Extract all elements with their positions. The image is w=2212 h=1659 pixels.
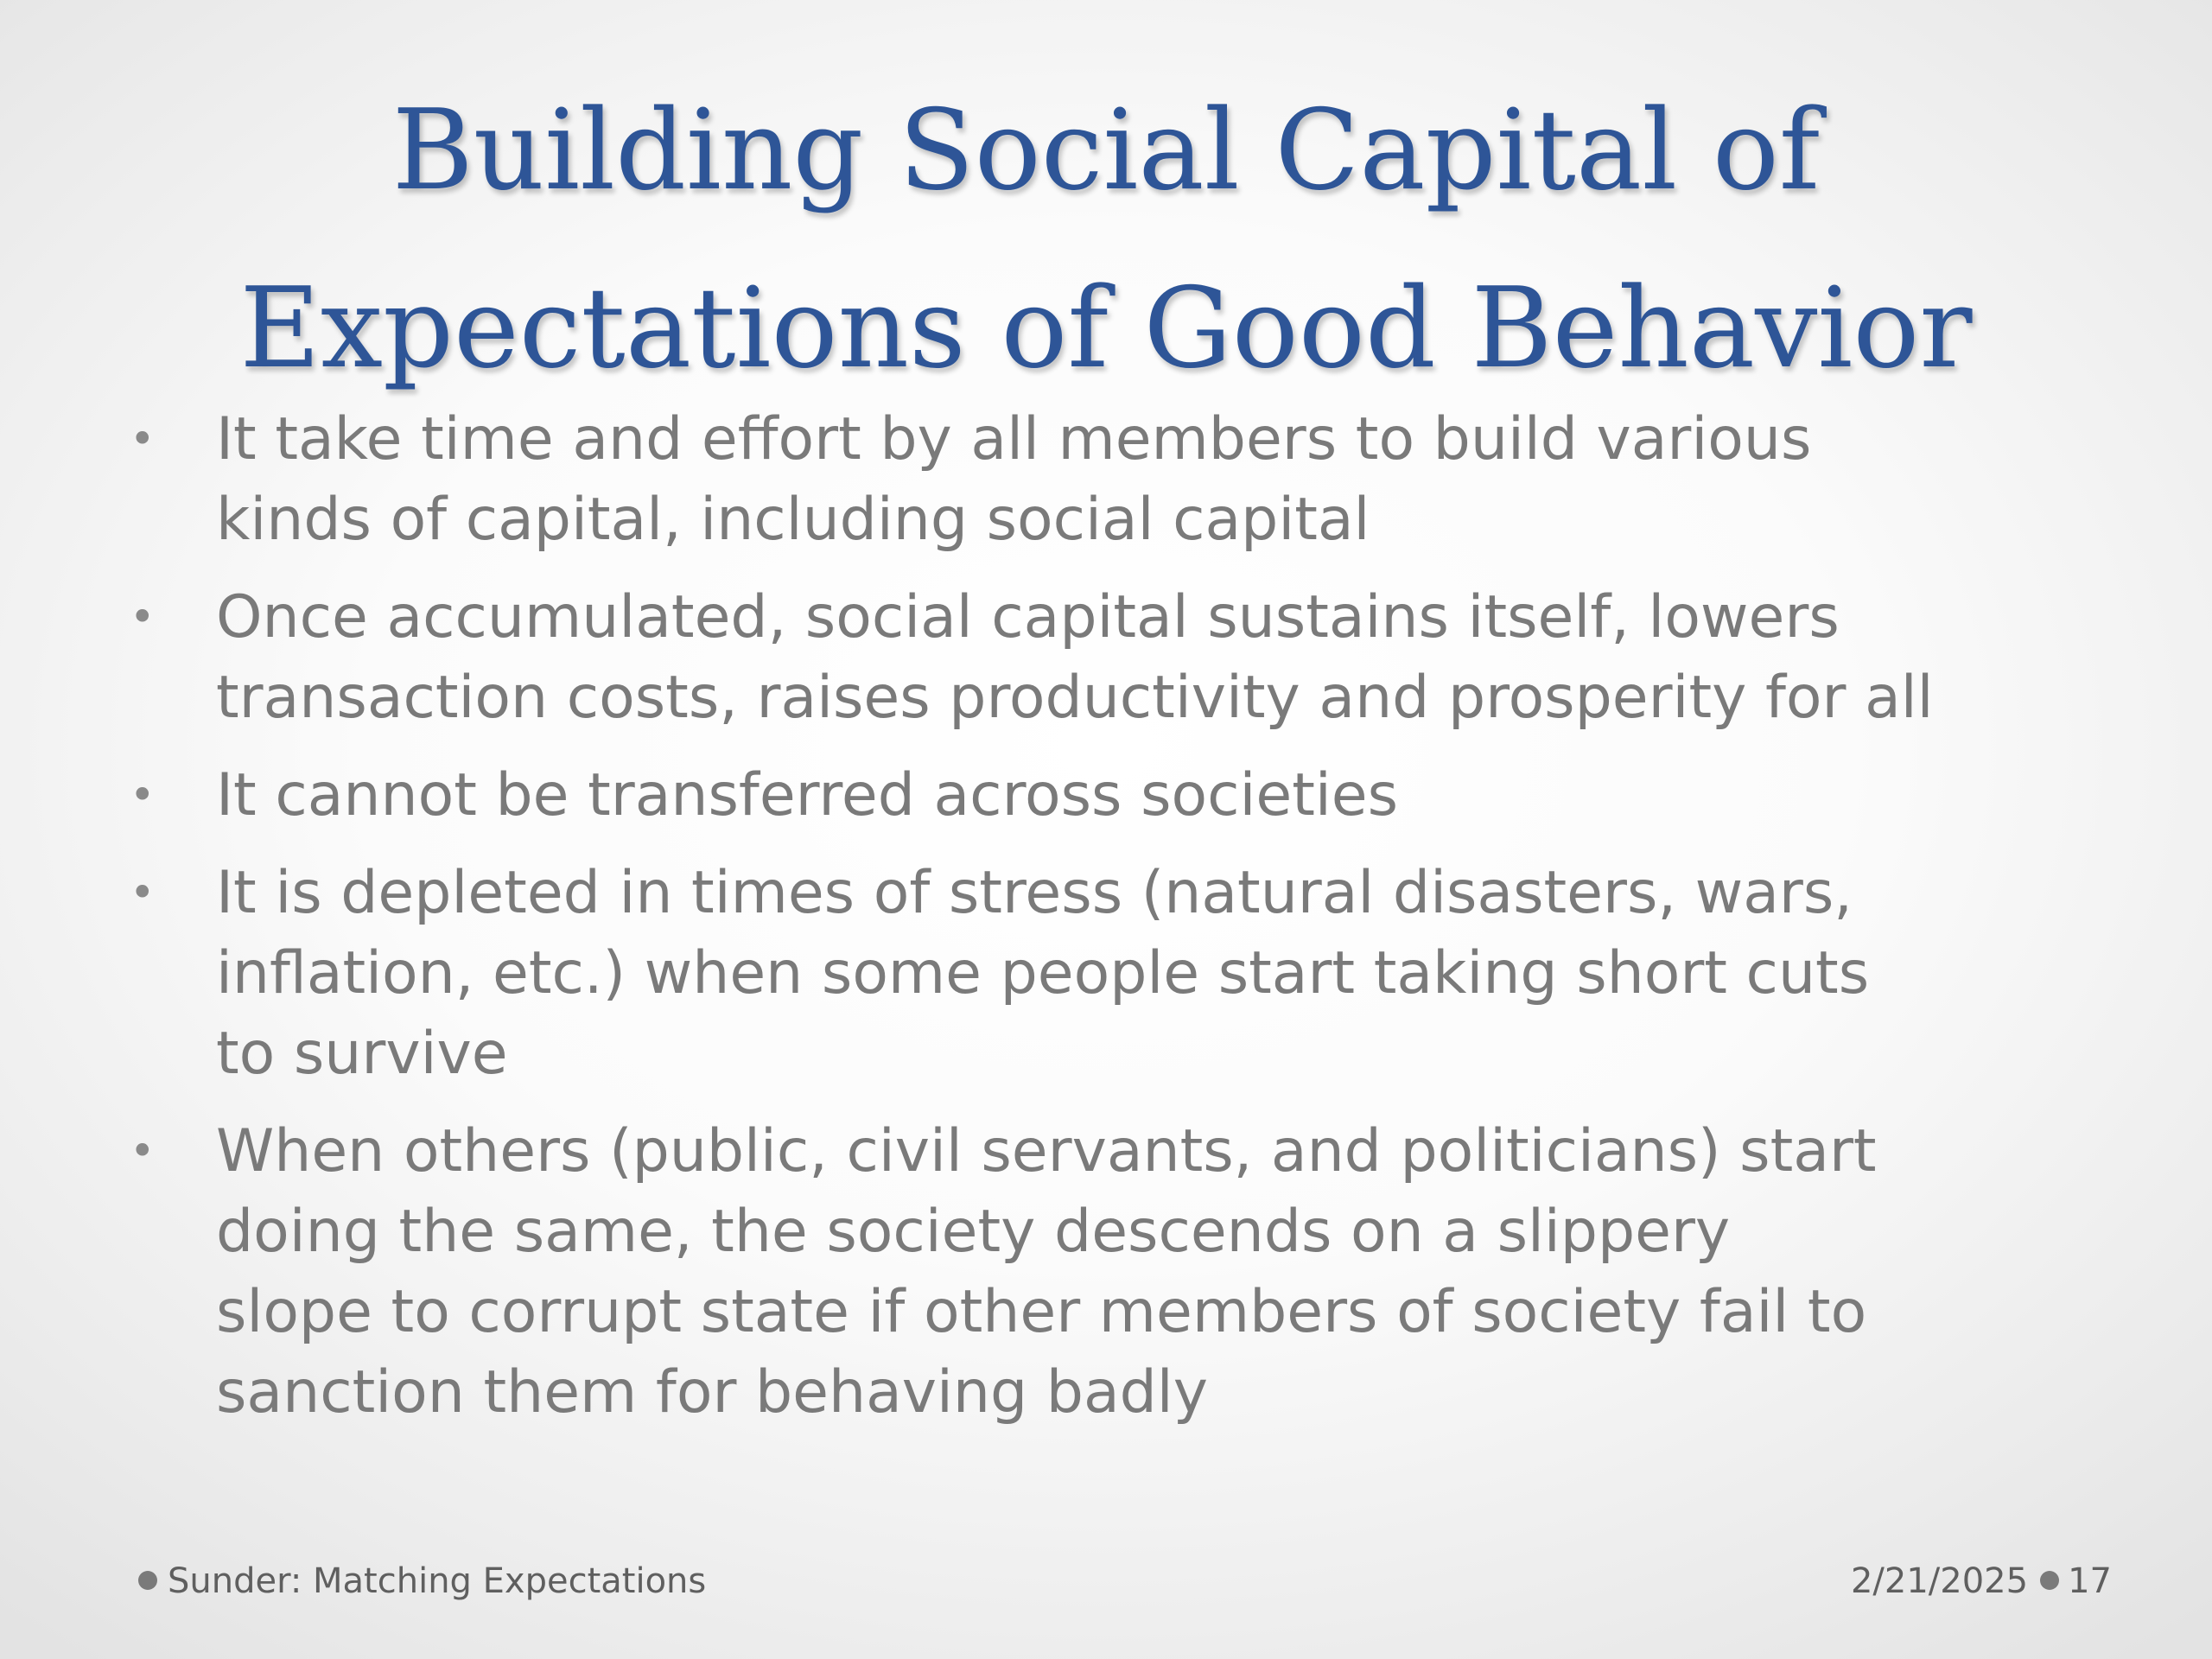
bullet-line: It cannot be transferred across societies	[216, 761, 1399, 830]
footer-dot-icon	[2040, 1571, 2059, 1590]
bullet-text	[216, 755, 2117, 836]
bullet-marker: •	[130, 1126, 156, 1176]
footer-left	[138, 1555, 706, 1607]
bullet-line: It is depleted in times of stress (natural disasters, wars,	[216, 859, 1853, 927]
bullet-line: kinds of capital, including social capital	[216, 486, 1370, 554]
slide-title-line-2: Expectations of Good Behavior	[239, 264, 1973, 393]
footer-date: 2/21/2025	[1850, 1561, 2029, 1601]
bullet-line: sanction them for behaving badly	[216, 1358, 1208, 1427]
bullet-marker: •	[130, 868, 156, 918]
bullet-item	[130, 577, 2117, 738]
bullet-line: transaction costs, raises productivity and prosperity for all	[216, 664, 1934, 732]
page-number: 17	[2068, 1561, 2112, 1601]
bullet-line: inflation, etc.) when some people start taking short cuts	[216, 939, 1870, 1007]
footer-dot-icon	[138, 1571, 157, 1590]
footer-title: Sunder: Matching Expectations	[168, 1561, 707, 1601]
bullet-item	[130, 1111, 2117, 1433]
bullet-list	[130, 399, 2117, 1450]
bullet-line: slope to corrupt state if other members of society fail to	[216, 1278, 1867, 1346]
bullet-item	[130, 755, 2117, 836]
bullet-item	[130, 853, 2117, 1094]
slide-title-line-1: Building Social Capital of	[391, 86, 1821, 215]
slide-title	[121, 62, 2091, 418]
bullet-line: When others (public, civil servants, and politicians) start	[216, 1117, 1877, 1185]
footer-right	[1851, 1555, 2112, 1607]
bullet-text	[216, 1111, 2117, 1433]
bullet-marker: •	[130, 414, 156, 464]
bullet-item	[130, 399, 2117, 560]
bullet-line: to survive	[216, 1020, 508, 1088]
bullet-marker: •	[130, 592, 156, 642]
bullet-line: Once accumulated, social capital sustains itself, lowers	[216, 583, 1840, 652]
bullet-line: It take time and effort by all members to build various	[216, 405, 1812, 474]
bullet-marker: •	[130, 770, 156, 820]
bullet-line: doing the same, the society descends on a slippery	[216, 1198, 1731, 1266]
bullet-text	[216, 399, 2117, 560]
bullet-text	[216, 853, 2117, 1094]
bullet-text	[216, 577, 2117, 738]
